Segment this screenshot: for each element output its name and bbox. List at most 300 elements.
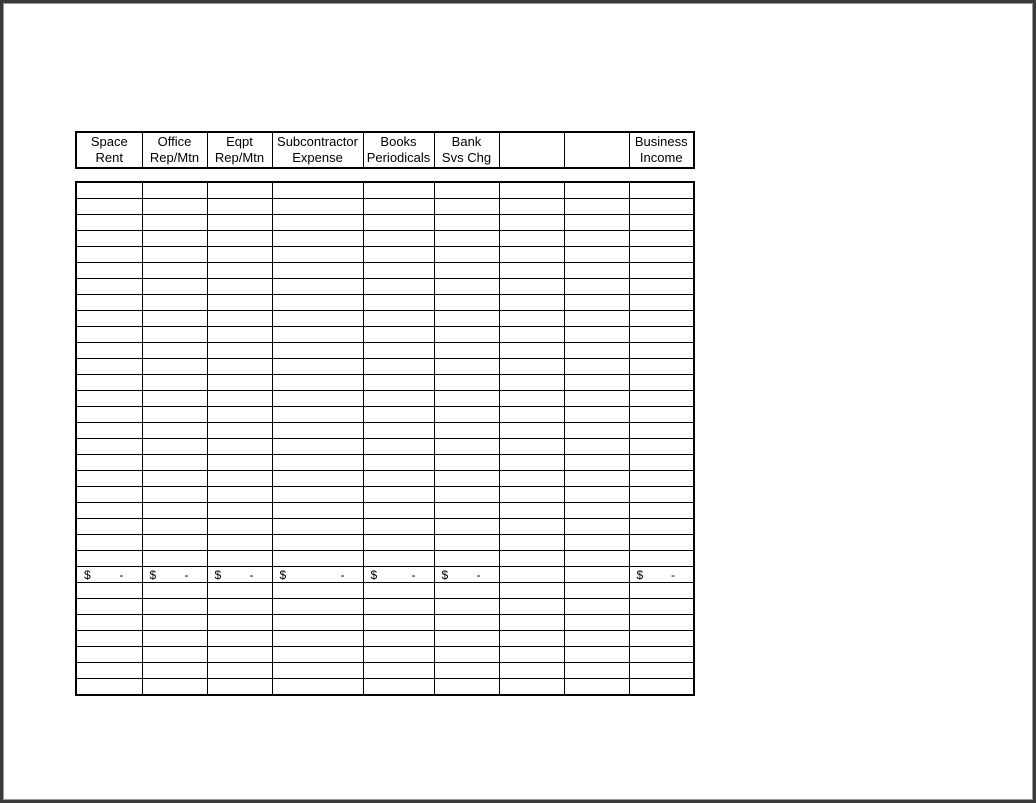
ledger-cell[interactable] [76, 375, 142, 391]
ledger-cell[interactable] [434, 199, 499, 215]
total-cell[interactable] [434, 567, 499, 583]
ledger-cell[interactable] [363, 503, 434, 519]
ledger-cell[interactable] [564, 487, 629, 503]
ledger-cell[interactable] [434, 599, 499, 615]
ledger-cell[interactable] [76, 247, 142, 263]
ledger-cell[interactable] [629, 182, 694, 199]
ledger-cell[interactable] [207, 599, 272, 615]
ledger-cell[interactable] [76, 663, 142, 679]
ledger-cell[interactable] [564, 455, 629, 471]
ledger-cell[interactable] [363, 615, 434, 631]
ledger-cell[interactable] [564, 215, 629, 231]
ledger-cell[interactable] [434, 343, 499, 359]
ledger-cell[interactable] [564, 343, 629, 359]
ledger-cell[interactable] [207, 663, 272, 679]
ledger-cell[interactable] [207, 247, 272, 263]
ledger-cell[interactable] [363, 519, 434, 535]
ledger-cell[interactable] [207, 199, 272, 215]
ledger-cell[interactable] [629, 679, 694, 696]
ledger-cell[interactable] [142, 519, 207, 535]
total-cell[interactable] [363, 567, 434, 583]
ledger-cell[interactable] [629, 375, 694, 391]
ledger-cell[interactable] [363, 471, 434, 487]
ledger-cell[interactable] [499, 279, 564, 295]
ledger-cell[interactable] [564, 247, 629, 263]
ledger-cell[interactable] [434, 663, 499, 679]
ledger-cell[interactable] [363, 439, 434, 455]
ledger-cell[interactable] [629, 295, 694, 311]
ledger-cell[interactable] [272, 182, 363, 199]
ledger-cell[interactable] [76, 343, 142, 359]
ledger-cell[interactable] [499, 535, 564, 551]
ledger-row [76, 215, 694, 231]
ledger-cell[interactable] [434, 551, 499, 567]
ledger-cell[interactable] [564, 471, 629, 487]
ledger-cell[interactable] [564, 647, 629, 663]
ledger-cell[interactable] [272, 311, 363, 327]
ledger-cell[interactable] [629, 247, 694, 263]
ledger-cell[interactable] [207, 279, 272, 295]
ledger-cell[interactable] [564, 295, 629, 311]
total-cell[interactable] [272, 567, 363, 583]
ledger-cell[interactable] [499, 519, 564, 535]
ledger-cell[interactable] [142, 231, 207, 247]
ledger-cell[interactable] [76, 471, 142, 487]
ledger-cell[interactable] [629, 599, 694, 615]
ledger-cell[interactable] [629, 263, 694, 279]
ledger-cell[interactable] [363, 263, 434, 279]
total-cell[interactable] [629, 567, 694, 583]
ledger-cell[interactable] [629, 519, 694, 535]
ledger-cell[interactable] [564, 231, 629, 247]
ledger-cell[interactable] [272, 631, 363, 647]
ledger-cell[interactable] [363, 407, 434, 423]
ledger-cell[interactable] [142, 263, 207, 279]
ledger-cell[interactable] [272, 679, 363, 696]
ledger-cell[interactable] [272, 647, 363, 663]
ledger-cell[interactable] [499, 455, 564, 471]
ledger-cell[interactable] [629, 647, 694, 663]
ledger-cell[interactable] [272, 327, 363, 343]
ledger-cell[interactable] [363, 679, 434, 696]
ledger-cell[interactable] [564, 679, 629, 696]
ledger-cell[interactable] [499, 487, 564, 503]
ledger-cell[interactable] [564, 199, 629, 215]
ledger-cell[interactable] [142, 535, 207, 551]
ledger-cell[interactable] [272, 407, 363, 423]
ledger-cell[interactable] [207, 182, 272, 199]
ledger-cell[interactable] [629, 391, 694, 407]
ledger-cell[interactable] [272, 615, 363, 631]
ledger-cell[interactable] [272, 343, 363, 359]
ledger-cell[interactable] [142, 391, 207, 407]
ledger-cell[interactable] [207, 487, 272, 503]
ledger-cell[interactable] [499, 215, 564, 231]
ledger-cell[interactable] [76, 679, 142, 696]
ledger-cell[interactable] [564, 631, 629, 647]
ledger-cell[interactable] [207, 503, 272, 519]
ledger-cell[interactable] [363, 343, 434, 359]
ledger-cell[interactable] [207, 231, 272, 247]
ledger-cell[interactable] [434, 359, 499, 375]
ledger-cell[interactable] [76, 599, 142, 615]
ledger-cell[interactable] [272, 455, 363, 471]
ledger-cell[interactable] [434, 615, 499, 631]
ledger-cell[interactable] [434, 647, 499, 663]
ledger-cell[interactable] [363, 663, 434, 679]
ledger-cell[interactable] [629, 359, 694, 375]
ledger-cell[interactable] [564, 182, 629, 199]
ledger-cell[interactable] [434, 679, 499, 696]
ledger-cell[interactable] [76, 182, 142, 199]
ledger-cell[interactable] [272, 295, 363, 311]
ledger-cell[interactable] [76, 279, 142, 295]
ledger-cell[interactable] [207, 215, 272, 231]
ledger-cell[interactable] [499, 471, 564, 487]
ledger-cell[interactable] [499, 327, 564, 343]
ledger-cell[interactable] [434, 295, 499, 311]
ledger-cell[interactable] [76, 263, 142, 279]
header-line-2: Rep/Mtn [214, 150, 265, 165]
ledger-cell[interactable] [363, 535, 434, 551]
ledger-cell[interactable] [629, 551, 694, 567]
ledger-cell[interactable] [142, 247, 207, 263]
ledger-cell[interactable] [76, 215, 142, 231]
ledger-cell[interactable] [499, 631, 564, 647]
ledger-cell[interactable] [363, 231, 434, 247]
ledger-cell[interactable] [363, 551, 434, 567]
ledger-cell[interactable] [363, 199, 434, 215]
ledger-cell[interactable] [499, 599, 564, 615]
ledger-cell[interactable] [142, 615, 207, 631]
ledger-cell[interactable] [207, 439, 272, 455]
ledger-cell[interactable] [142, 407, 207, 423]
ledger-cell[interactable] [207, 263, 272, 279]
ledger-cell[interactable] [272, 423, 363, 439]
ledger-cell[interactable] [629, 487, 694, 503]
ledger-cell[interactable] [564, 519, 629, 535]
ledger-cell[interactable] [363, 583, 434, 599]
total-cell[interactable] [76, 567, 142, 583]
ledger-cell[interactable] [629, 231, 694, 247]
ledger-cell[interactable] [142, 439, 207, 455]
total-cell[interactable] [207, 567, 272, 583]
ledger-cell[interactable] [142, 423, 207, 439]
ledger-cell[interactable] [272, 359, 363, 375]
ledger-cell[interactable] [76, 295, 142, 311]
ledger-cell[interactable] [564, 263, 629, 279]
ledger-cell[interactable] [499, 375, 564, 391]
ledger-cell[interactable] [207, 647, 272, 663]
ledger-cell[interactable] [629, 279, 694, 295]
ledger-cell[interactable] [499, 615, 564, 631]
ledger-cell[interactable] [207, 295, 272, 311]
ledger-cell[interactable] [564, 279, 629, 295]
ledger-cell[interactable] [629, 615, 694, 631]
ledger-row [76, 647, 694, 663]
ledger-cell[interactable] [76, 391, 142, 407]
ledger-cell[interactable] [207, 423, 272, 439]
ledger-cell[interactable] [564, 327, 629, 343]
ledger-cell[interactable] [272, 583, 363, 599]
ledger-cell[interactable] [499, 199, 564, 215]
ledger-cell[interactable] [629, 503, 694, 519]
ledger-cell[interactable] [272, 503, 363, 519]
ledger-cell[interactable] [564, 359, 629, 375]
ledger-cell[interactable] [499, 583, 564, 599]
ledger-cell[interactable] [564, 551, 629, 567]
ledger-cell[interactable] [207, 583, 272, 599]
ledger-cell[interactable] [207, 327, 272, 343]
ledger-cell[interactable] [142, 327, 207, 343]
ledger-cell[interactable] [142, 375, 207, 391]
ledger-cell[interactable] [272, 471, 363, 487]
ledger-cell[interactable] [272, 663, 363, 679]
ledger-cell[interactable] [272, 375, 363, 391]
ledger-cell[interactable] [564, 535, 629, 551]
ledger-cell[interactable] [564, 311, 629, 327]
ledger-cell[interactable] [76, 487, 142, 503]
ledger-cell[interactable] [76, 327, 142, 343]
ledger-cell[interactable] [434, 439, 499, 455]
ledger-cell[interactable] [76, 535, 142, 551]
ledger-cell[interactable] [499, 311, 564, 327]
ledger-cell[interactable] [142, 647, 207, 663]
ledger-cell[interactable] [629, 455, 694, 471]
ledger-cell[interactable] [207, 375, 272, 391]
ledger-cell[interactable] [434, 487, 499, 503]
ledger-cell[interactable] [207, 455, 272, 471]
ledger-cell[interactable] [272, 263, 363, 279]
ledger-cell[interactable] [76, 503, 142, 519]
ledger-cell[interactable] [363, 311, 434, 327]
ledger-cell[interactable] [629, 663, 694, 679]
ledger-cell[interactable] [207, 391, 272, 407]
ledger-cell[interactable] [499, 407, 564, 423]
ledger-cell[interactable] [363, 647, 434, 663]
ledger-cell[interactable] [363, 599, 434, 615]
ledger-cell[interactable] [434, 583, 499, 599]
ledger-cell[interactable] [499, 663, 564, 679]
ledger-cell[interactable] [363, 359, 434, 375]
ledger-cell[interactable] [564, 615, 629, 631]
currency-amount [77, 568, 142, 582]
total-cell[interactable] [142, 567, 207, 583]
ledger-cell[interactable] [363, 375, 434, 391]
ledger-cell[interactable] [499, 247, 564, 263]
ledger-cell[interactable] [363, 391, 434, 407]
ledger-cell[interactable] [434, 407, 499, 423]
ledger-cell[interactable] [272, 519, 363, 535]
ledger-cell[interactable] [207, 679, 272, 696]
ledger-row [76, 247, 694, 263]
ledger-cell[interactable] [564, 583, 629, 599]
ledger-cell[interactable] [142, 279, 207, 295]
ledger-cell[interactable] [272, 215, 363, 231]
ledger-cell[interactable] [76, 359, 142, 375]
ledger-cell[interactable] [434, 231, 499, 247]
ledger-cell[interactable] [363, 215, 434, 231]
ledger-cell[interactable] [629, 215, 694, 231]
currency-amount [208, 568, 272, 582]
ledger-cell[interactable] [434, 375, 499, 391]
ledger-cell[interactable] [629, 631, 694, 647]
ledger-cell[interactable] [564, 407, 629, 423]
ledger-cell[interactable] [434, 423, 499, 439]
ledger-cell[interactable] [363, 279, 434, 295]
ledger-cell[interactable] [629, 423, 694, 439]
ledger-cell[interactable] [207, 471, 272, 487]
ledger-cell[interactable] [434, 263, 499, 279]
ledger-cell[interactable] [76, 631, 142, 647]
ledger-cell[interactable] [499, 231, 564, 247]
header-line-2: Rep/Mtn [149, 150, 200, 165]
ledger-cell[interactable] [76, 439, 142, 455]
ledger-cell[interactable] [434, 311, 499, 327]
ledger-cell[interactable] [76, 647, 142, 663]
ledger-cell[interactable] [499, 439, 564, 455]
ledger-cell[interactable] [434, 535, 499, 551]
ledger-cell[interactable] [142, 503, 207, 519]
ledger-cell[interactable] [142, 583, 207, 599]
ledger-cell[interactable] [629, 583, 694, 599]
ledger-cell[interactable] [499, 423, 564, 439]
ledger-cell[interactable] [142, 551, 207, 567]
ledger-cell[interactable] [363, 631, 434, 647]
ledger-cell[interactable] [434, 182, 499, 199]
ledger-cell[interactable] [564, 391, 629, 407]
ledger-cell[interactable] [564, 663, 629, 679]
ledger-cell[interactable] [564, 503, 629, 519]
ledger-cell[interactable] [629, 407, 694, 423]
total-cell[interactable] [564, 567, 629, 583]
ledger-cell[interactable] [363, 327, 434, 343]
ledger-cell[interactable] [207, 551, 272, 567]
ledger-cell[interactable] [76, 583, 142, 599]
ledger-cell[interactable] [207, 519, 272, 535]
ledger-cell[interactable] [142, 295, 207, 311]
ledger-cell[interactable] [76, 311, 142, 327]
ledger-cell[interactable] [499, 679, 564, 696]
ledger-cell[interactable] [142, 631, 207, 647]
ledger-cell[interactable] [76, 615, 142, 631]
ledger-cell[interactable] [363, 455, 434, 471]
ledger-cell[interactable] [629, 439, 694, 455]
ledger-cell[interactable] [564, 439, 629, 455]
ledger-cell[interactable] [76, 423, 142, 439]
ledger-cell[interactable] [499, 391, 564, 407]
ledger-cell[interactable] [629, 535, 694, 551]
ledger-cell[interactable] [434, 215, 499, 231]
amount-value: - [671, 567, 675, 582]
ledger-cell[interactable] [499, 359, 564, 375]
ledger-cell[interactable] [434, 247, 499, 263]
ledger-cell[interactable] [272, 439, 363, 455]
ledger-cell[interactable] [142, 182, 207, 199]
ledger-cell[interactable] [629, 327, 694, 343]
ledger-cell[interactable] [434, 631, 499, 647]
ledger-cell[interactable] [434, 391, 499, 407]
column-header-blank-1 [499, 132, 564, 168]
ledger-cell[interactable] [76, 551, 142, 567]
ledger-cell[interactable] [207, 631, 272, 647]
ledger-cell[interactable] [142, 359, 207, 375]
ledger-cell[interactable] [564, 423, 629, 439]
ledger-cell[interactable] [207, 359, 272, 375]
ledger-cell[interactable] [272, 599, 363, 615]
ledger-cell[interactable] [76, 407, 142, 423]
ledger-cell[interactable] [207, 615, 272, 631]
ledger-cell[interactable] [272, 487, 363, 503]
ledger-cell[interactable] [76, 231, 142, 247]
column-header-business-income [629, 132, 694, 168]
ledger-cell[interactable] [142, 215, 207, 231]
ledger-cell[interactable] [142, 679, 207, 696]
ledger-cell[interactable] [142, 599, 207, 615]
ledger-cell[interactable] [434, 471, 499, 487]
ledger-cell[interactable] [499, 647, 564, 663]
ledger-cell[interactable] [272, 391, 363, 407]
ledger-cell[interactable] [363, 295, 434, 311]
ledger-cell[interactable] [363, 247, 434, 263]
ledger-cell[interactable] [629, 471, 694, 487]
ledger-cell[interactable] [142, 311, 207, 327]
ledger-cell[interactable] [499, 182, 564, 199]
ledger-cell[interactable] [499, 551, 564, 567]
ledger-cell[interactable] [629, 343, 694, 359]
column-header-blank-2 [564, 132, 629, 168]
ledger-cell[interactable] [499, 503, 564, 519]
ledger-cell[interactable] [142, 343, 207, 359]
ledger-cell[interactable] [272, 535, 363, 551]
ledger-cell[interactable] [142, 471, 207, 487]
ledger-cell[interactable] [363, 182, 434, 199]
ledger-cell[interactable] [434, 455, 499, 471]
ledger-cell[interactable] [363, 423, 434, 439]
ledger-cell[interactable] [207, 311, 272, 327]
ledger-cell[interactable] [434, 519, 499, 535]
ledger-cell[interactable] [142, 663, 207, 679]
ledger-cell[interactable] [272, 279, 363, 295]
ledger-cell[interactable] [434, 503, 499, 519]
ledger-cell[interactable] [76, 519, 142, 535]
ledger-cell[interactable] [434, 327, 499, 343]
ledger-cell[interactable] [272, 231, 363, 247]
ledger-cell[interactable] [142, 455, 207, 471]
ledger-cell[interactable] [629, 311, 694, 327]
ledger-cell[interactable] [142, 199, 207, 215]
ledger-cell[interactable] [363, 487, 434, 503]
ledger-cell[interactable] [564, 375, 629, 391]
ledger-cell[interactable] [564, 599, 629, 615]
ledger-cell[interactable] [207, 343, 272, 359]
ledger-cell[interactable] [207, 407, 272, 423]
currency-amount [143, 568, 207, 582]
ledger-cell[interactable] [499, 263, 564, 279]
ledger-cell[interactable] [272, 551, 363, 567]
ledger-cell[interactable] [434, 279, 499, 295]
ledger-cell[interactable] [76, 199, 142, 215]
total-cell[interactable] [499, 567, 564, 583]
ledger-cell[interactable] [142, 487, 207, 503]
ledger-cell[interactable] [499, 295, 564, 311]
ledger-cell[interactable] [76, 455, 142, 471]
ledger-cell[interactable] [499, 343, 564, 359]
ledger-cell[interactable] [629, 199, 694, 215]
ledger-cell[interactable] [207, 535, 272, 551]
ledger-cell[interactable] [272, 247, 363, 263]
ledger-cell[interactable] [272, 199, 363, 215]
